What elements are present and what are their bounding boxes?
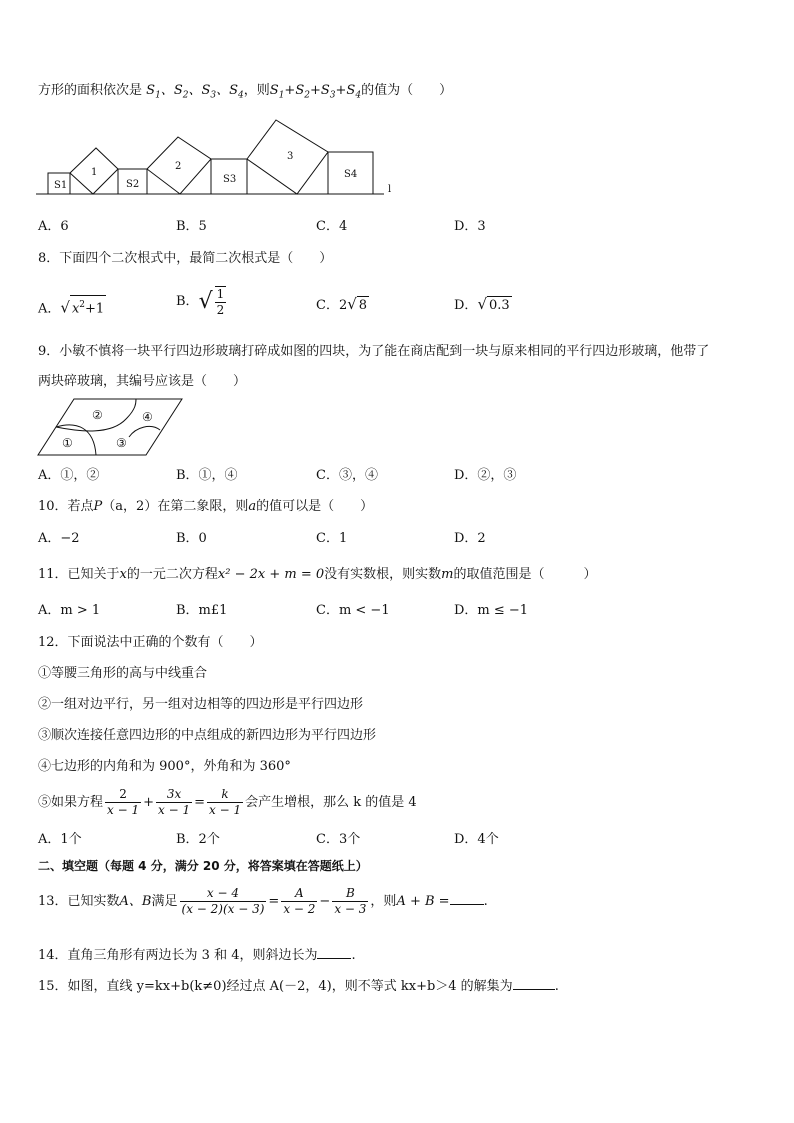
q9-option-c: C．③，④ — [316, 468, 378, 483]
q13-stem: 13．已知实数A、B满足 $\frac{x - 4}{(x - 2)(x - 3)}$ = $\frac{A}{x - 2}$ − $\frac{B}{x - 3}$ ，则A + B = . — [38, 886, 488, 916]
q7-stem-text: ，则 — [243, 83, 270, 98]
fraction — [156, 787, 192, 818]
q11-stem — [38, 566, 596, 584]
answer-blank[interactable] — [317, 946, 351, 959]
radical-sign: √ — [347, 295, 357, 313]
q7-stem — [38, 82, 452, 105]
q10-text: 在第二象限，则 — [157, 499, 249, 514]
q10-option-c: C．1 — [316, 531, 348, 546]
q14-text: . — [351, 948, 356, 963]
s-sub: 4 — [238, 90, 244, 101]
label-2: 2 — [175, 161, 182, 172]
denominator: 2 — [216, 303, 225, 317]
s-sub: 2 — [304, 90, 310, 101]
q11-text: 没有实数根，则实数 — [324, 567, 442, 582]
q12-option-b: B．2个 — [176, 832, 220, 847]
piece-2-label: ② — [92, 408, 103, 422]
option-letter: D． — [454, 298, 478, 313]
radicand-rest: +1 — [85, 301, 105, 317]
q8-option-a — [38, 295, 106, 318]
q11-text: 11．已知关于 — [38, 567, 120, 582]
var-x: x — [71, 301, 80, 317]
statement-text: ⑤如果方程 — [38, 795, 104, 810]
radicand — [70, 295, 106, 318]
exponent: 2 — [79, 300, 86, 310]
numerator: A — [281, 886, 317, 902]
q14-stem — [38, 946, 356, 965]
s-letter: S — [269, 83, 279, 98]
piece-3-label: ③ — [116, 436, 127, 450]
option-letter: A． — [38, 301, 61, 317]
piece-4-label: ④ — [142, 410, 153, 424]
fraction-lhs — [180, 886, 267, 917]
q10-option-a: A．−2 — [38, 531, 80, 546]
point-p: P — [93, 499, 103, 514]
var-a: a — [248, 499, 257, 514]
q12-statement-3: ③顺次连接任意四边形的中点组成的新四边形为平行四边形 — [38, 728, 377, 743]
denominator: x − 1 — [209, 803, 242, 817]
point-coords: （a，2） — [102, 499, 158, 514]
q12-statement-1: ①等腰三角形的高与中线重合 — [38, 666, 208, 681]
q9-stem-line1: 9．小敏不慎将一块平行四边形玻璃打碎成如图的四块，为了能在商店配到一块与原来相同的平行四边形玻璃，他带了 — [38, 344, 710, 359]
q9-option-b: B．①，④ — [176, 468, 238, 483]
q10-text: 10．若点 — [38, 499, 94, 514]
q13-text: ，则 — [370, 894, 397, 909]
q12-statement-2: ②一组对边平行，另一组对边相等的四边形是平行四边形 — [38, 697, 364, 712]
q7-stem-text: 方形的面积依次是 — [38, 83, 143, 98]
q12-stem: 12．下面说法中正确的个数有（ ） — [38, 635, 263, 650]
q7-option-a: A．6 — [38, 219, 69, 234]
q12-statement-4: ④七边形的内角和为 900°，外角和为 360° — [38, 759, 291, 774]
denominator: x − 3 — [334, 902, 367, 916]
q10-option-b: B．0 — [176, 531, 207, 546]
denominator: x − 2 — [283, 902, 316, 916]
label-1: 1 — [91, 167, 98, 178]
q11-text: 的一元二次方程 — [126, 567, 218, 582]
label-s2: S2 — [126, 179, 140, 190]
fraction-rhs-a — [281, 886, 317, 917]
s-letter: S — [146, 83, 156, 98]
q11-option-c: C．m < −1 — [316, 603, 390, 618]
denominator: (x − 2)(x − 3) — [181, 902, 265, 916]
var-x: x — [119, 567, 127, 582]
label-line-l: l — [388, 184, 392, 195]
q9-option-a: A．①，② — [38, 468, 100, 483]
q7-squares-figure — [36, 112, 406, 200]
q10-option-d: D．2 — [454, 531, 486, 546]
piece-1-label: ① — [62, 436, 73, 450]
q13-ask: A + B = — [396, 894, 450, 909]
q11-option-b: B．m£1 — [176, 603, 228, 618]
q10-text: 的值可以是（ ） — [256, 499, 374, 514]
q7-option-c: C．4 — [316, 219, 348, 234]
q12-option-c: C．3个 — [316, 832, 361, 847]
s-sub: 4 — [355, 90, 362, 101]
answer-blank[interactable] — [513, 977, 555, 990]
option-letter: B． — [176, 294, 199, 309]
q15-text: 15．如图，直线 y=kx+b(k≠0)经过点 A(－2，4)，则不等式 kx+b＞4 的解集为 — [38, 979, 513, 994]
s-sub: 1 — [155, 90, 161, 101]
fraction — [207, 787, 243, 818]
q8-option-b — [176, 286, 228, 318]
numerator: 2 — [105, 787, 141, 803]
s-letter: S — [229, 83, 239, 98]
numerator: k — [207, 787, 243, 803]
q13-text: 13．已知实数 — [38, 894, 120, 909]
parallelogram — [38, 399, 182, 455]
q10-stem — [38, 498, 373, 516]
q8-option-c — [316, 295, 369, 315]
q11-text: 的取值范围是（ ） — [453, 567, 597, 582]
q9-glass-figure — [36, 397, 186, 459]
q9-option-d: D．②，③ — [454, 468, 517, 483]
q13-text: 满足 — [151, 894, 178, 909]
q8-stem: 8．下面四个二次根式中，最简二次根式是（ ） — [38, 251, 333, 266]
s-letter: S — [173, 83, 183, 98]
q11-option-d: D．m ≤ −1 — [454, 603, 529, 618]
radicand: 0.3 — [489, 298, 510, 313]
numerator: 3x — [156, 787, 192, 803]
label-s4: S4 — [344, 169, 358, 180]
s-sub: 1 — [278, 90, 285, 101]
q7-option-d: D．3 — [454, 219, 486, 234]
q12-statement-5: ⑤如果方程 $\frac{2}{x - 1}$ + $\frac{3x}{x - 1}$ = $\frac{k}{x - 1}$ 会产生增根，那么 k 的值是 4 — [38, 787, 417, 817]
answer-blank[interactable] — [450, 892, 484, 905]
q9-stem-line2: 两块碎玻璃，其编号应该是（ ） — [38, 374, 247, 389]
s-letter: +S — [309, 83, 330, 98]
q11-equation: x² − 2x + m = 0 — [217, 567, 325, 582]
q8-option-d — [454, 295, 512, 315]
radicand: 8 — [358, 298, 368, 313]
fraction — [105, 787, 141, 818]
fraction — [215, 286, 227, 318]
numerator: x − 4 — [180, 886, 267, 902]
s-letter: S — [201, 83, 211, 98]
q7-option-b: B．5 — [176, 219, 207, 234]
coefficient: 2 — [338, 298, 348, 313]
q11-option-a: A．m > 1 — [38, 603, 101, 618]
label-3: 3 — [287, 151, 294, 162]
label-s3: S3 — [223, 174, 237, 185]
radical-sign: √ — [477, 295, 487, 313]
q7-s-list: $S_1$、$S_2$、$S_3$、$S_4$ — [146, 83, 244, 101]
numerator: 1 — [216, 287, 225, 301]
s-sub: 3 — [329, 90, 336, 101]
vars-a-b: A、B — [119, 894, 152, 909]
var-m: m — [441, 567, 454, 582]
radical-sign: √ — [198, 289, 213, 314]
s-sub: 3 — [210, 90, 217, 101]
s-sub: 2 — [182, 90, 189, 101]
statement-text: 会产生增根，那么 k 的值是 4 — [245, 795, 417, 810]
denominator: x − 1 — [158, 803, 191, 817]
q14-text: 14．直角三角形有两边长为 3 和 4，则斜边长为 — [38, 948, 318, 963]
s-letter: +S — [335, 83, 356, 98]
q12-option-d: D．4个 — [454, 832, 499, 847]
denominator: x − 1 — [107, 803, 140, 817]
section-heading: 二、填空题（每题 4 分，满分 20 分，将答案填在答题纸上） — [38, 859, 368, 873]
q7-stem-text: 的值为（ ） — [361, 83, 453, 98]
s-letter: +S — [284, 83, 305, 98]
q15-stem — [38, 977, 559, 996]
option-letter: C． — [316, 298, 339, 313]
q12-option-a: A．1个 — [38, 832, 82, 847]
q13-text: . — [483, 894, 488, 909]
label-s1: S1 — [54, 180, 68, 191]
crack-3 — [129, 426, 160, 437]
q15-text: . — [554, 979, 559, 994]
radical-sign: √ — [60, 298, 70, 317]
fraction-rhs-b — [332, 886, 368, 917]
q7-sum-expr — [269, 83, 362, 101]
numerator: B — [332, 886, 368, 902]
